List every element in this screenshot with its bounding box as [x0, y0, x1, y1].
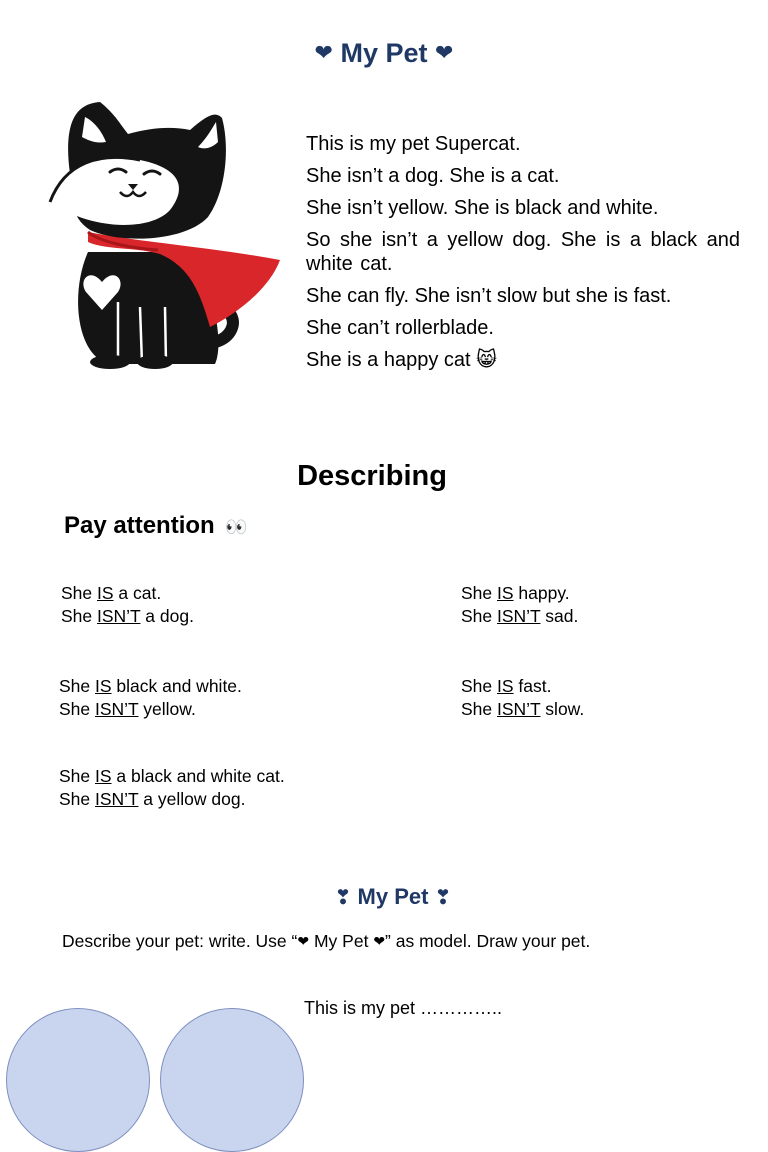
pay-attention-heading: [64, 512, 246, 540]
example-pair: She IS a cat. She ISN’T a dog.: [61, 583, 194, 626]
activity-title: [0, 884, 768, 910]
page-title-text: My Pet: [340, 38, 428, 68]
example-pair: She IS happy. She ISN’T sad.: [461, 583, 579, 626]
keyword-is: IS: [95, 676, 112, 696]
drawing-circle: [160, 1008, 304, 1152]
pay-attention-text: Pay attention: [64, 512, 215, 539]
eyes-icon: 👀: [225, 517, 246, 537]
keyword-isnt: ISN’T: [497, 699, 541, 719]
heart-icon: ❤: [373, 933, 386, 949]
heart-icon: ❤: [297, 933, 310, 949]
keyword-is: IS: [497, 676, 514, 696]
heart-icon: ❤: [435, 40, 454, 65]
activity-title-text: My Pet: [357, 884, 429, 909]
story-line: So she isn’t a yellow dog. She is a black and white cat.: [306, 229, 740, 275]
keyword-isnt: ISN’T: [97, 606, 141, 626]
pet-story: [306, 132, 740, 380]
keyword-isnt: ISN’T: [497, 606, 541, 626]
story-line: She is a happy cat 😸: [306, 349, 497, 371]
story-line: This is my pet Supercat.: [306, 133, 521, 155]
activity-instruction: Describe your pet: write. Use “❤ My Pet ❤” as model. Draw your pet.: [62, 931, 591, 951]
example-pair: She IS black and white. She ISN’T yellow.: [59, 676, 242, 719]
keyword-is: IS: [497, 583, 514, 603]
story-line: She can’t rollerblade.: [306, 317, 494, 339]
supercat-illustration: [40, 92, 290, 374]
heart-exclamation-icon: ❣: [434, 887, 452, 909]
example-pair: She IS a black and white cat. She ISN’T a yellow dog.: [59, 766, 285, 809]
sample-line: This is my pet …………..: [304, 998, 503, 1018]
page-title: [0, 38, 768, 69]
example-pair: She IS fast. She ISN’T slow.: [461, 676, 585, 719]
describing-heading: Describing: [297, 460, 447, 492]
drawing-circle: [6, 1008, 150, 1152]
story-line: She isn’t yellow. She is black and white.: [306, 197, 659, 219]
keyword-is: IS: [95, 766, 112, 786]
heart-icon: ❤: [314, 40, 333, 65]
keyword-is: IS: [97, 583, 114, 603]
keyword-isnt: ISN’T: [95, 789, 139, 809]
heart-exclamation-icon: ❣: [334, 887, 352, 909]
story-line: She isn’t a dog. She is a cat.: [306, 165, 560, 187]
story-line: She can fly. She isn’t slow but she is fast.: [306, 285, 672, 307]
keyword-isnt: ISN’T: [95, 699, 139, 719]
